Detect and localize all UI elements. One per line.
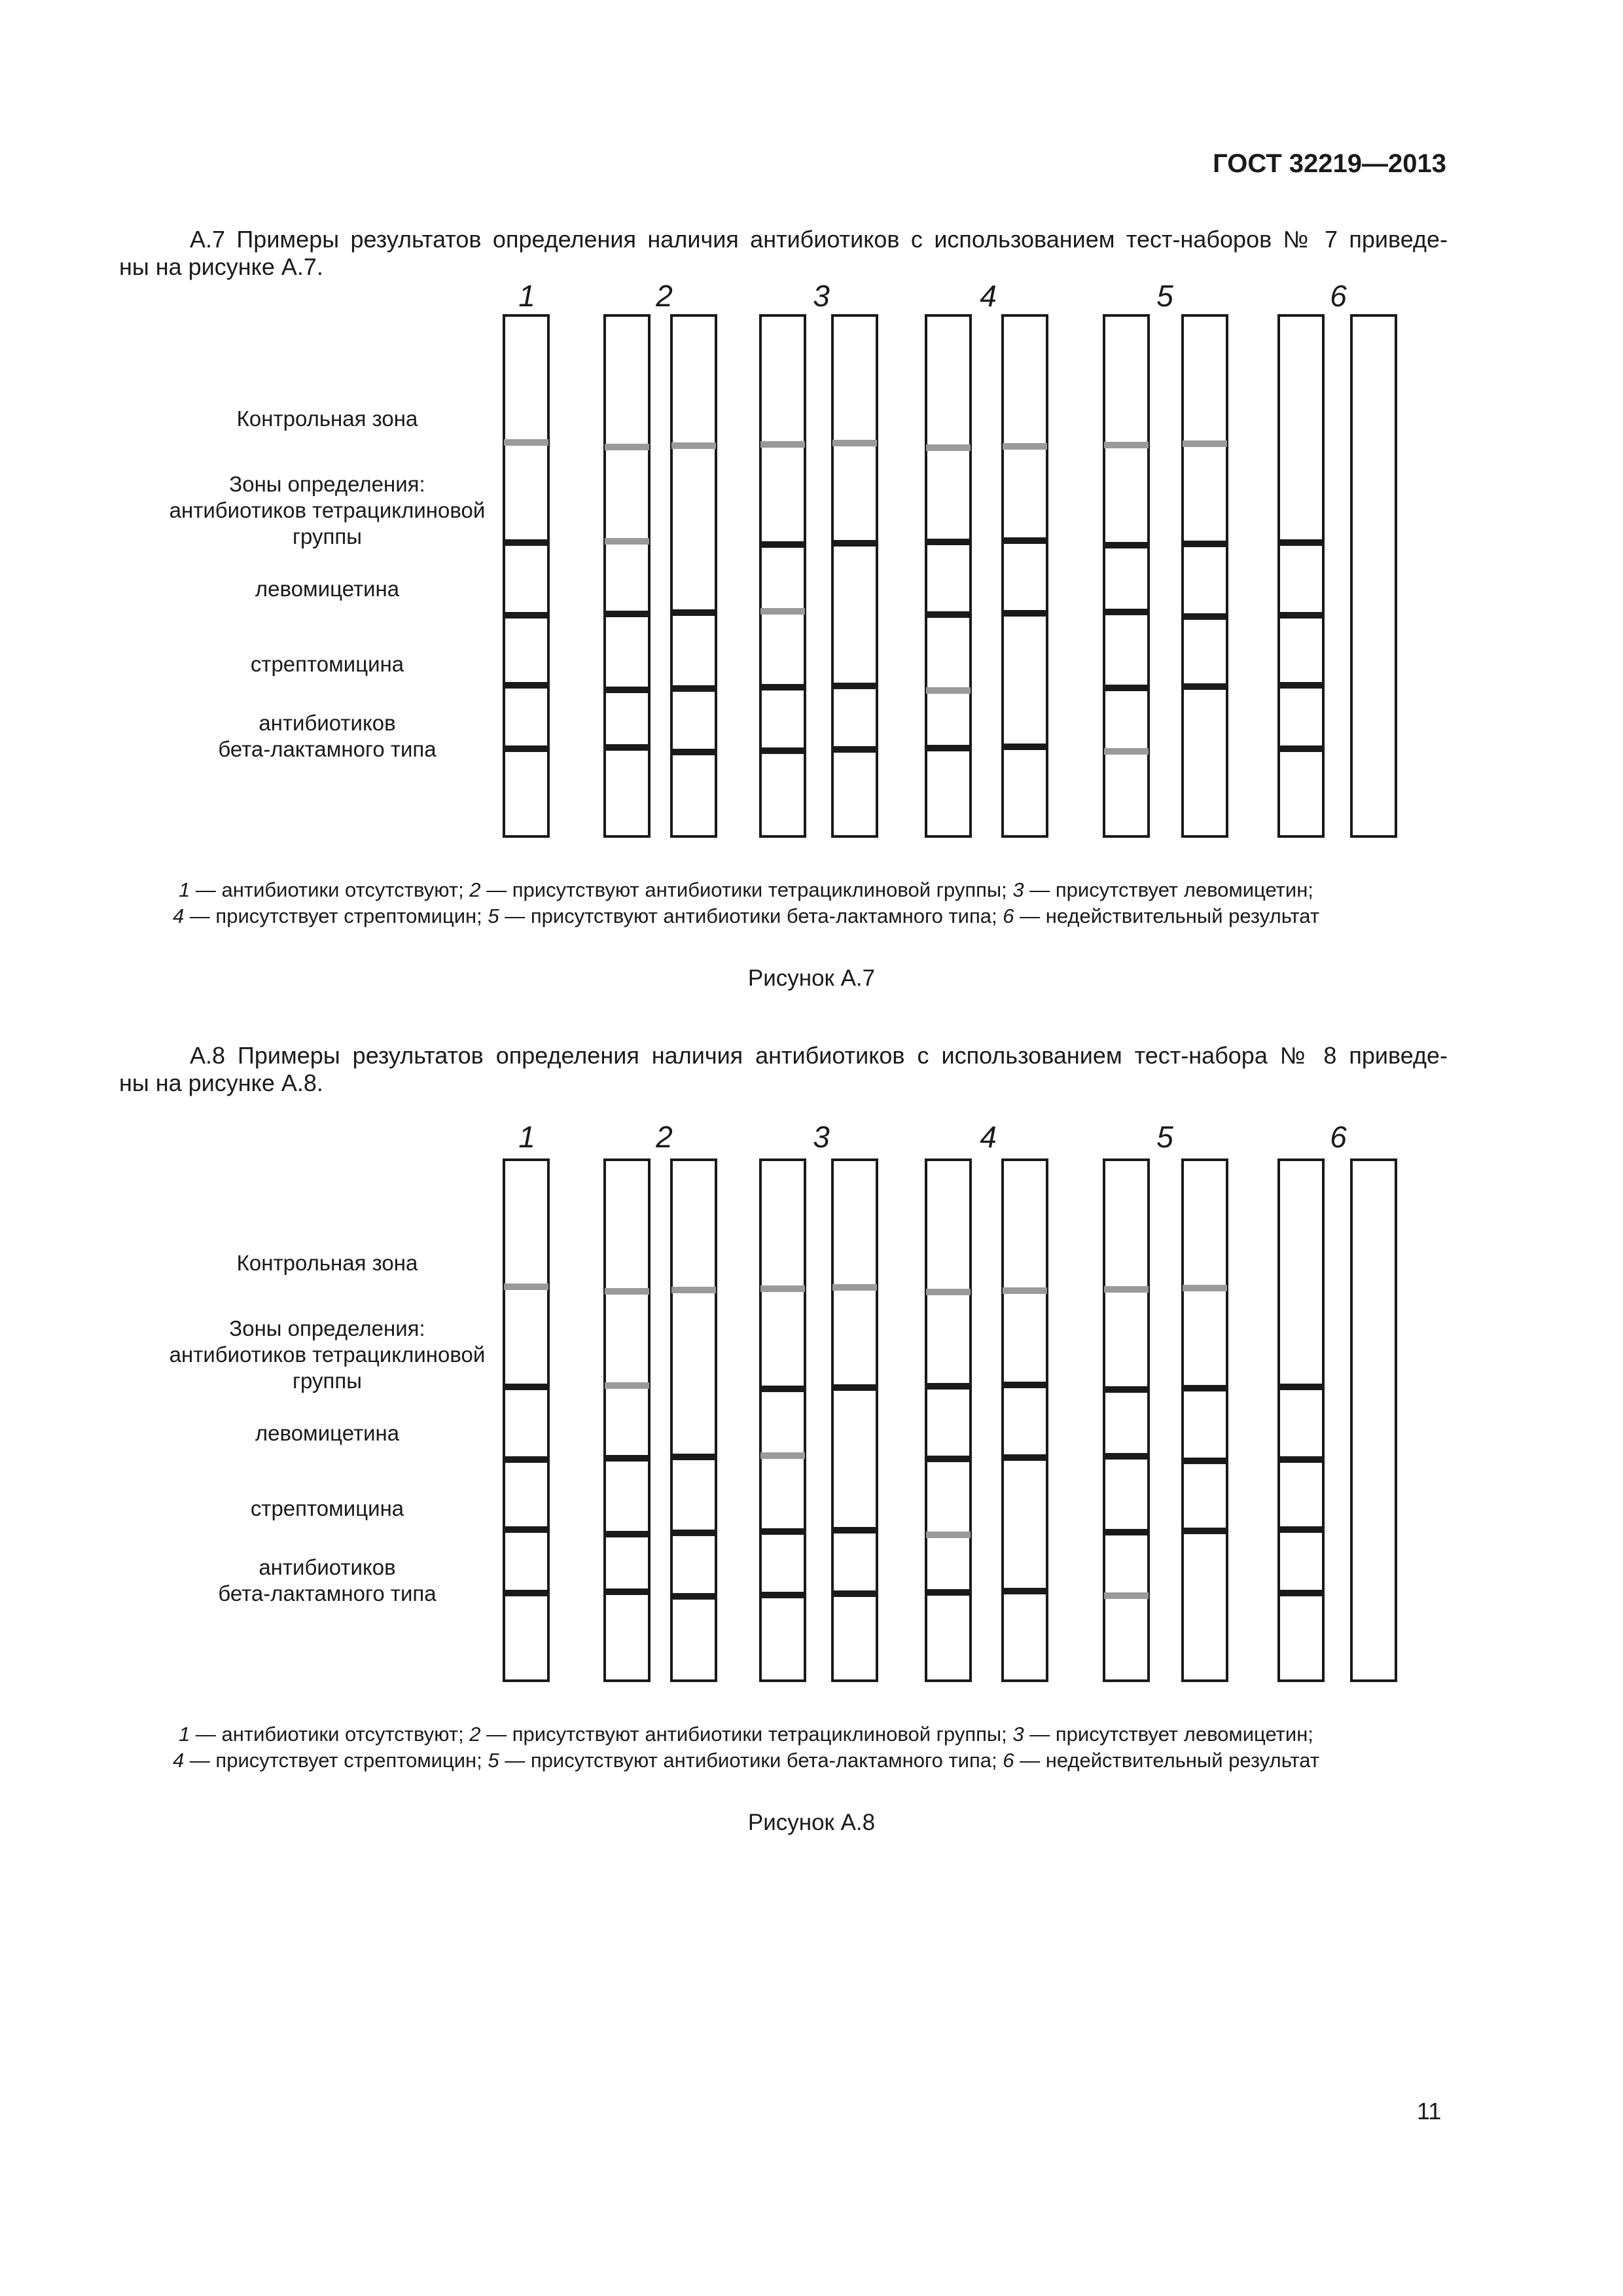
band-positive: [1279, 682, 1323, 689]
band-positive: [1104, 1529, 1149, 1535]
legend-n1: 1: [179, 1723, 190, 1746]
test-strip-3: [831, 314, 878, 838]
legend-t1: — антибиотики отсутствуют;: [190, 878, 470, 901]
label-beta-lactam-line2: бета-лактамного типа: [218, 1581, 437, 1605]
test-strip-1: [503, 314, 550, 838]
test-strip-2: [603, 314, 651, 838]
label-streptomycin: стрептомицина: [250, 1496, 404, 1520]
band-positive: [1104, 685, 1149, 691]
band-faint: [605, 1382, 649, 1389]
test-strip-4: [925, 314, 972, 838]
band-faint: [832, 440, 877, 446]
sample-number-4: 4: [980, 279, 997, 313]
band-faint: [504, 1283, 548, 1290]
sample-number-2: 2: [656, 279, 673, 313]
sample-number-6: 6: [1330, 279, 1347, 313]
band-faint: [926, 1532, 971, 1538]
label-tetracycline-line1: антибиотиков тетрациклиновой: [169, 498, 486, 522]
band-faint: [1003, 443, 1047, 450]
band-positive: [760, 1528, 805, 1535]
band-positive: [1104, 1453, 1149, 1460]
document-header: ГОСТ 32219—2013: [1213, 149, 1446, 178]
legend-n5: 5: [488, 905, 499, 927]
test-strip-5: [1181, 1158, 1228, 1682]
band-positive: [504, 682, 548, 689]
legend-n5: 5: [488, 1749, 499, 1772]
band-positive: [504, 1590, 548, 1596]
legend-n6: 6: [1003, 905, 1014, 927]
label-control-zone: Контрольная зона: [236, 1251, 418, 1275]
legend-t1: — антибиотики отсутствуют;: [190, 1723, 470, 1746]
label-levomycetin: левомицетина: [255, 1421, 400, 1445]
band-positive: [926, 611, 971, 618]
sample-number-3: 3: [813, 279, 830, 313]
band-positive: [1003, 537, 1047, 544]
band-positive: [671, 685, 716, 692]
legend-t3: — присутствует левомицетин;: [1024, 1723, 1313, 1746]
band-positive: [1104, 1386, 1149, 1393]
band-positive: [671, 749, 716, 755]
test-strip-6: [1350, 1158, 1397, 1682]
band-positive: [832, 540, 877, 547]
band-faint: [760, 608, 805, 615]
band-positive: [1183, 613, 1227, 620]
band-positive: [1183, 1458, 1227, 1464]
band-faint: [671, 1287, 716, 1293]
label-tetracycline-line1: антибиотиков тетрациклиновой: [169, 1342, 486, 1367]
test-strip-2: [670, 314, 717, 838]
band-positive: [1003, 1382, 1047, 1388]
band-positive: [760, 1386, 805, 1392]
band-positive: [760, 747, 805, 754]
legend-t5: — присутствуют антибиотики бета-лактамного типа;: [499, 1749, 1003, 1772]
band-faint: [1183, 1285, 1227, 1291]
figure-a7-title: Рисунок А.7: [747, 965, 876, 991]
band-positive: [504, 745, 548, 752]
band-faint: [1183, 440, 1227, 447]
test-strip-4: [1001, 314, 1048, 838]
band-positive: [1183, 683, 1227, 690]
band-faint: [605, 1288, 649, 1295]
band-faint: [671, 442, 716, 449]
label-zones-title: Зоны определения:: [229, 1316, 425, 1340]
band-faint: [504, 439, 548, 446]
legend-t6: — недействительный результат: [1014, 905, 1320, 927]
test-strip-2: [603, 1158, 651, 1682]
label-beta-lactam-line1: антибиотиков: [259, 711, 396, 735]
band-faint: [605, 538, 649, 545]
paragraph-a7-line1: А.7 Примеры результатов определения наличия антибиотиков с использованием тест-наборов № 7 приведе-: [190, 226, 1448, 253]
band-positive: [1279, 539, 1323, 546]
sample-number-6: 6: [1330, 1120, 1347, 1154]
legend-t2: — присутствуют антибиотики тетрациклиновой группы;: [480, 878, 1013, 901]
test-strip-3: [831, 1158, 878, 1682]
legend-line1: [92, 877, 1400, 903]
test-strip-3: [759, 314, 806, 838]
band-positive: [760, 541, 805, 548]
band-positive: [504, 1384, 548, 1390]
band-faint: [760, 441, 805, 448]
band-positive: [926, 1383, 971, 1390]
legend-line2: [92, 1748, 1400, 1774]
band-positive: [605, 611, 649, 617]
test-strip-6: [1277, 314, 1325, 838]
test-strip-4: [1001, 1158, 1048, 1682]
test-strip-6: [1277, 1158, 1325, 1682]
legend-line2: [92, 903, 1400, 929]
band-positive: [1104, 609, 1149, 615]
band-faint: [926, 687, 971, 694]
band-faint: [760, 1285, 805, 1292]
sample-number-3: 3: [813, 1120, 830, 1154]
legend-n1: 1: [179, 878, 190, 901]
label-beta-lactam-line2: бета-лактамного типа: [218, 737, 437, 761]
legend-t3: — присутствует левомицетин;: [1024, 878, 1313, 901]
band-positive: [832, 683, 877, 689]
band-positive: [605, 1531, 649, 1537]
legend-t4: — присутствует стрептомицин;: [184, 905, 488, 927]
label-tetracycline-line2: группы: [293, 1369, 362, 1393]
band-faint: [1104, 748, 1149, 755]
legend-n2: 2: [469, 1723, 481, 1746]
band-positive: [760, 1592, 805, 1598]
test-strip-5: [1181, 314, 1228, 838]
band-positive: [926, 1456, 971, 1462]
band-positive: [1003, 610, 1047, 617]
paragraph-a7-line2: ны на рисунке А.7.: [119, 253, 323, 280]
figure-a7-legend: [92, 877, 1400, 929]
legend-n2: 2: [469, 878, 481, 901]
label-streptomycin: стрептомицина: [250, 652, 404, 676]
band-positive: [1279, 1456, 1323, 1463]
band-positive: [926, 745, 971, 751]
paragraph-a8: [119, 1042, 1448, 1097]
band-positive: [605, 687, 649, 693]
band-positive: [1279, 612, 1323, 619]
band-positive: [926, 539, 971, 545]
band-positive: [504, 612, 548, 619]
legend-t4: — присутствует стрептомицин;: [184, 1749, 488, 1772]
legend-line1: [92, 1721, 1400, 1748]
band-faint: [1104, 1592, 1149, 1599]
band-positive: [1279, 1590, 1323, 1596]
band-positive: [605, 744, 649, 751]
band-positive: [504, 1456, 548, 1463]
test-strip-5: [1103, 1158, 1150, 1682]
figure-a8-legend: [92, 1721, 1400, 1774]
band-positive: [1183, 1385, 1227, 1391]
band-faint: [760, 1452, 805, 1459]
band-positive: [1183, 1528, 1227, 1534]
band-faint: [1104, 442, 1149, 448]
band-positive: [1279, 1384, 1323, 1390]
label-levomycetin: левомицетина: [255, 577, 400, 601]
band-positive: [1003, 1588, 1047, 1594]
test-strip-6: [1350, 314, 1397, 838]
legend-t5: — присутствуют антибиотики бета-лактамного типа;: [499, 905, 1003, 927]
figure-a8-title: Рисунок А.8: [747, 1810, 876, 1835]
sample-number-5: 5: [1156, 1120, 1173, 1154]
band-positive: [1003, 744, 1047, 750]
legend-t6: — недействительный результат: [1014, 1749, 1320, 1772]
band-faint: [926, 444, 971, 451]
label-beta-lactam-line1: антибиотиков: [259, 1555, 396, 1579]
page-number: 11: [1417, 2098, 1442, 2125]
paragraph-a8-line1: А.8 Примеры результатов определения наличия антибиотиков с использованием тест-набора № 8 приведе-: [190, 1042, 1448, 1069]
sample-number-1: 1: [518, 1120, 535, 1154]
label-control-zone: Контрольная зона: [236, 406, 418, 431]
legend-t2: — присутствуют антибиотики тетрациклиновой группы;: [480, 1723, 1013, 1746]
test-strip-4: [925, 1158, 972, 1682]
band-positive: [671, 1454, 716, 1460]
sample-number-2: 2: [656, 1120, 673, 1154]
test-strip-2: [670, 1158, 717, 1682]
test-strip-5: [1103, 314, 1150, 838]
band-positive: [605, 1455, 649, 1462]
paragraph-a7: [119, 226, 1448, 281]
band-positive: [1104, 542, 1149, 548]
paragraph-a8-line2: ны на рисунке А.8.: [119, 1069, 323, 1096]
sample-number-4: 4: [980, 1120, 997, 1154]
sample-number-1: 1: [518, 279, 535, 313]
label-zones-title: Зоны определения:: [229, 472, 425, 496]
label-tetracycline-line2: группы: [293, 524, 362, 548]
legend-n3: 3: [1012, 878, 1024, 901]
band-positive: [504, 1526, 548, 1533]
legend-n4: 4: [172, 905, 185, 927]
legend-n4: 4: [172, 1749, 185, 1772]
band-positive: [1279, 1526, 1323, 1533]
legend-n3: 3: [1012, 1723, 1024, 1746]
band-positive: [504, 539, 548, 546]
band-faint: [926, 1289, 971, 1295]
band-positive: [760, 684, 805, 691]
band-positive: [832, 746, 877, 753]
band-positive: [832, 1590, 877, 1597]
band-faint: [1104, 1286, 1149, 1293]
band-positive: [926, 1589, 971, 1596]
band-faint: [1003, 1287, 1047, 1294]
band-positive: [1279, 745, 1323, 752]
band-faint: [605, 444, 649, 450]
band-positive: [1183, 541, 1227, 547]
sample-number-5: 5: [1156, 279, 1173, 313]
legend-n6: 6: [1003, 1749, 1014, 1772]
test-strip-3: [759, 1158, 806, 1682]
band-positive: [605, 1588, 649, 1595]
band-positive: [832, 1384, 877, 1391]
band-positive: [832, 1527, 877, 1534]
band-positive: [1003, 1454, 1047, 1461]
test-strip-1: [503, 1158, 550, 1682]
band-faint: [832, 1284, 877, 1291]
band-positive: [671, 609, 716, 616]
band-positive: [671, 1593, 716, 1600]
band-positive: [671, 1530, 716, 1536]
